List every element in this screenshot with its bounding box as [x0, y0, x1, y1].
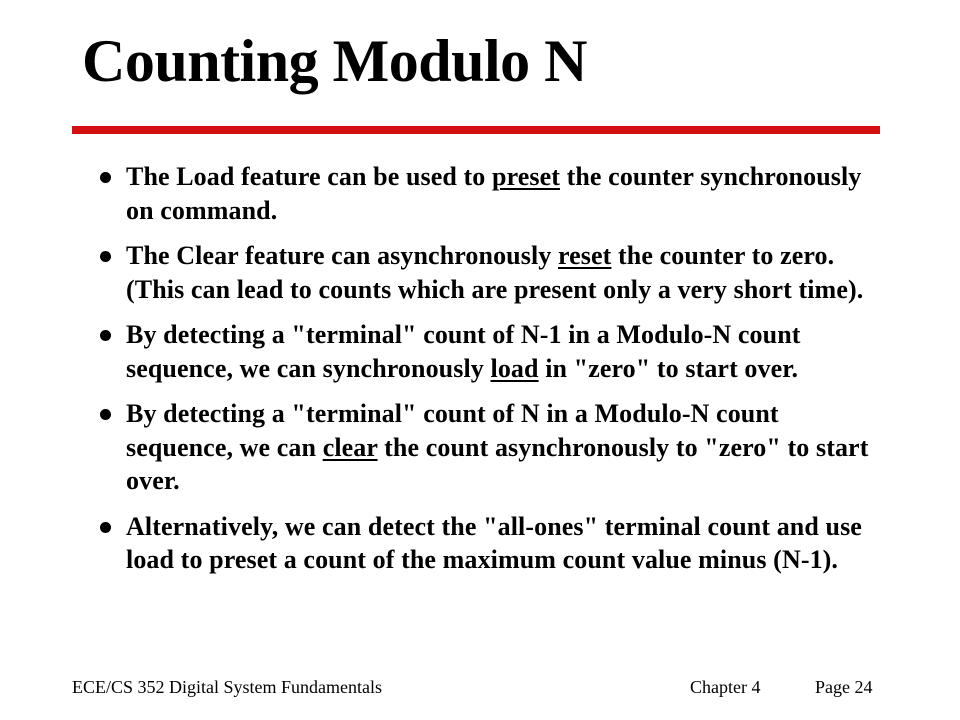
bullet-item [100, 510, 890, 577]
footer-page-number: Page 24 [815, 677, 873, 697]
bullet-segment: The Load feature can be used to [126, 162, 493, 191]
bullet-dot-icon [100, 251, 111, 262]
bullet-segment: The Clear feature can asynchronously [126, 241, 558, 270]
bullet-list [100, 160, 890, 589]
bullet-text [126, 160, 890, 227]
bullet-item [100, 160, 890, 227]
slide-title: Counting Modulo N [82, 28, 587, 94]
footer-course: ECE/CS 352 Digital System Fundamentals [72, 677, 382, 697]
bullet-segment: in "zero" to start over. [538, 353, 799, 383]
bullet-item [100, 397, 890, 498]
bullet-dot-icon [100, 522, 111, 533]
bullet-segment-underlined: load [490, 353, 539, 383]
bullet-dot-icon [100, 172, 111, 183]
bullet-segment: the counter to zero. (This can lead to counts which are present only a very short time). [126, 241, 864, 304]
bullet-text [126, 318, 890, 385]
bullet-text [126, 397, 890, 498]
title-underline-rule [72, 126, 880, 134]
bullet-segment-underlined: preset [492, 162, 561, 191]
footer-chapter: Chapter 4 [690, 677, 761, 697]
bullet-item [100, 318, 890, 385]
bullet-segment-underlined: reset [558, 241, 612, 270]
bullet-segment: the counter synchronously on command. [126, 162, 862, 225]
bullet-segment-underlined: clear [322, 432, 378, 462]
bullet-text [126, 510, 890, 577]
bullet-text [126, 239, 890, 306]
bullet-dot-icon [100, 409, 111, 420]
bullet-segment: By detecting a "terminal" count of N-1 in a Modulo-N count sequence, we can synchronously [126, 320, 801, 383]
bullet-segment: the count asynchronously to "zero" to start over. [126, 432, 869, 495]
bullet-item [100, 239, 890, 306]
bullet-dot-icon [100, 330, 111, 341]
bullet-segment: Alternatively, we can detect the "all-ones" terminal count and use load to preset a count of the maximum count value minus (N-1). [126, 511, 862, 574]
bullet-segment: By detecting a "terminal" count of N in a Modulo-N count sequence, we can [126, 399, 779, 462]
